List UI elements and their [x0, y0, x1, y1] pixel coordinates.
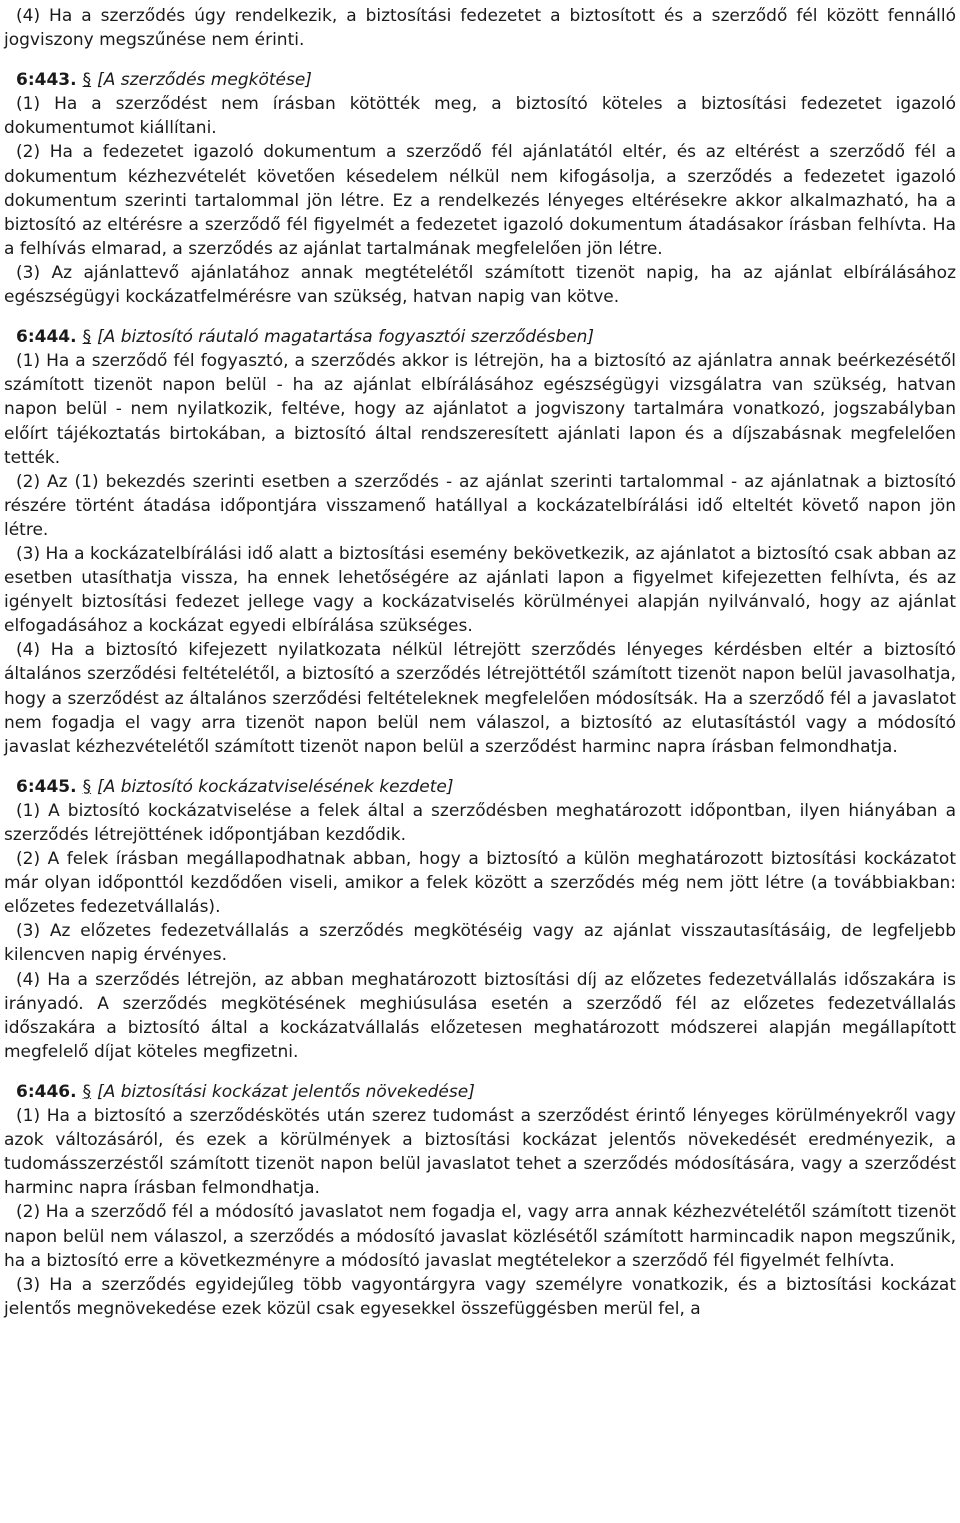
paragraph: (2) Ha a fedezetet igazoló dokumentum a szerződő fél ajánlatától eltér, és az eltérést a szerződő fél a dokumentum kézhezvételét követően késedelem nélkül nem kifogásolja, a szerződés a fedezetet igazoló dokumentum szerinti tartalommal jön létre. Ez a rendelkezés lényeges eltérésekre akkor alkalmazható, ha a biztosító az eltérésre a szerződő fél figyelmét a fedezetet igazoló dokumentum átadásakor írásban felhívta. Ha a felhívás elmarad, a szerződés az ajánlat tartalmának megfelelően jön létre. — [4, 142, 956, 259]
section-title: [A biztosítási kockázat jelentős növekedése] — [97, 1081, 475, 1102]
section-number: 6:445. — [16, 776, 77, 797]
section-sign: § — [82, 1081, 92, 1102]
paragraph: (1) Ha a szerződő fél fogyasztó, a szerződés akkor is létrejön, ha a biztosító az ajánlatra annak beérkezésétől számított tizenöt napon belül - ha az ajánlat elbírálásához egészségügyi vizsgálatra van szükség, hatvan napon belül - nem nyilatkozik, feltéve, hogy az ajánlatot a jogviszony tartalmára vonatkozó, jogszabályban előírt tájékoztatás birtokában, a biztosító által rendszeresített ajánlati lapon és a díjszabásnak megfelelően tették. — [4, 351, 956, 468]
section-heading — [4, 325, 956, 349]
section-heading — [4, 775, 956, 799]
section-heading — [4, 68, 956, 92]
paragraph: (2) Az (1) bekezdés szerinti esetben a szerződés - az ajánlat szerinti tartalommal - az ajánlatnak a biztosító részére történt átadása időpontjára visszamenő hatállyal a kockázatelbírálási idő elteltét követő napon jön létre. — [4, 471, 956, 540]
paragraph: (2) A felek írásban megállapodhatnak abban, hogy a biztosító a külön meghatározott biztosítási kockázatot már olyan időponttól kezdődően viseli, amikor a felek között a szerződés még nem jött létre (a továbbiakban: előzetes fedezetvállalás). — [4, 849, 956, 918]
section-title: [A biztosító kockázatviselésének kezdete] — [97, 776, 454, 797]
paragraph: (3) Ha a szerződés egyidejűleg több vagyontárgyra vagy személyre vonatkozik, és a biztosítási kockázat jelentős megnövekedése ezek közül csak egyesekkel összefüggésben merül fel, a — [4, 1274, 956, 1319]
section-number: 6:444. — [16, 327, 77, 348]
section-title: [A szerződés megkötése] — [97, 70, 312, 91]
section-6-446 — [4, 1080, 956, 1321]
paragraph: (4) Ha a szerződés létrejön, az abban meghatározott biztosítási díj az előzetes fedezetvállalás időszakára is irányadó. A szerződés megkötésének meghiúsulása esetén a szerződő fél az előzetes fedezetvállalás időszakára a biztosító által a kockázatvállalás előzetesen meghatározott módszerei alapján megállapított megfelelő díjat köteles megfizetni. — [4, 969, 956, 1062]
paragraph: (1) Ha a szerződést nem írásban kötötték meg, a biztosító köteles a biztosítási fedezetet igazoló dokumentumot kiállítani. — [4, 94, 956, 139]
section-number: 6:443. — [16, 70, 77, 91]
intro-paragraph: (4) Ha a szerződés úgy rendelkezik, a biztosítási fedezetet a biztosított és a szerződő fél között fennálló jogviszony megszűnése nem érinti. — [4, 6, 956, 51]
section-title: [A biztosító ráutaló magatartása fogyasztói szerződésben] — [97, 327, 595, 348]
section-sign: § — [82, 70, 92, 91]
section-6-445 — [4, 775, 956, 1064]
paragraph: (1) A biztosító kockázatviselése a felek által a szerződésben meghatározott időpontban, ilyen hiányában a szerződés létrejöttének időpontjában kezdődik. — [4, 800, 956, 845]
section-sign: § — [82, 327, 92, 348]
paragraph: (1) Ha a biztosító a szerződéskötés után szerez tudomást a szerződést érintő lényeges körülményekről vagy azok változásáról, és ezek a körülmények a biztosítási kockázat jelentős növekedését eredményezik, a tudomásszerzéstől számított tizenöt napon belül javaslatot tehet a szerződés módosítására, vagy a szerződést harminc napra írásban felmondhatja. — [4, 1106, 956, 1199]
section-heading — [4, 1080, 956, 1104]
paragraph: (4) Ha a biztosító kifejezett nyilatkozata nélkül létrejött szerződés lényeges kérdésben eltér a biztosító általános szerződési feltételétől, a biztosító a szerződés létrejöttétől számított tizenöt napon belül javasolhatja, hogy a szerződést az általános szerződési feltételeknek megfelelően módosítsák. Ha a szerződő fél a javaslatot nem fogadja el vagy arra tizenöt napon belül nem válaszol, a biztosító az elutasítástól vagy a módosító javaslat kézhezvételétől számított tizenöt napon belül a szerződést harminc napra írásban felmondhatja. — [4, 640, 956, 757]
paragraph: (2) Ha a szerződő fél a módosító javaslatot nem fogadja el, vagy arra annak kézhezvételétől számított tizenöt napon belül nem válaszol, a szerződés a módosító javaslat közlésétől számított harmincadik napon megszűnik, ha a biztosító erre a következményre a módosító javaslat megtételekor a szerződő fél figyelmét felhívta. — [4, 1202, 956, 1271]
section-sign: § — [82, 776, 92, 797]
section-6-444 — [4, 325, 956, 759]
paragraph: (3) Ha a kockázatelbírálási idő alatt a biztosítási esemény bekövetkezik, az ajánlatot a biztosító csak abban az esetben utasíthatja vissza, ha ennek lehetőségére az ajánlati lapon a figyelmet kifejezetten felhívta, és az igényelt biztosítási fedezet jellege vagy a kockázatviselés körülményei alapján nyilvánvaló, hogy az ajánlat elfogadásához a kockázat egyedi elbírálása szükséges. — [4, 543, 956, 637]
section-number: 6:446. — [16, 1081, 77, 1102]
section-6-443 — [4, 68, 956, 309]
paragraph: (3) Az ajánlattevő ajánlatához annak megtételétől számított tizenöt napig, ha az ajánlat elbírálásához egészségügyi kockázatfelmérésre van szükség, hatvan napig van kötve. — [4, 262, 956, 308]
paragraph: (3) Az előzetes fedezetvállalás a szerződés megkötéséig vagy az ajánlat visszautasításáig, de legfeljebb kilencven napig érvényes. — [4, 921, 956, 966]
